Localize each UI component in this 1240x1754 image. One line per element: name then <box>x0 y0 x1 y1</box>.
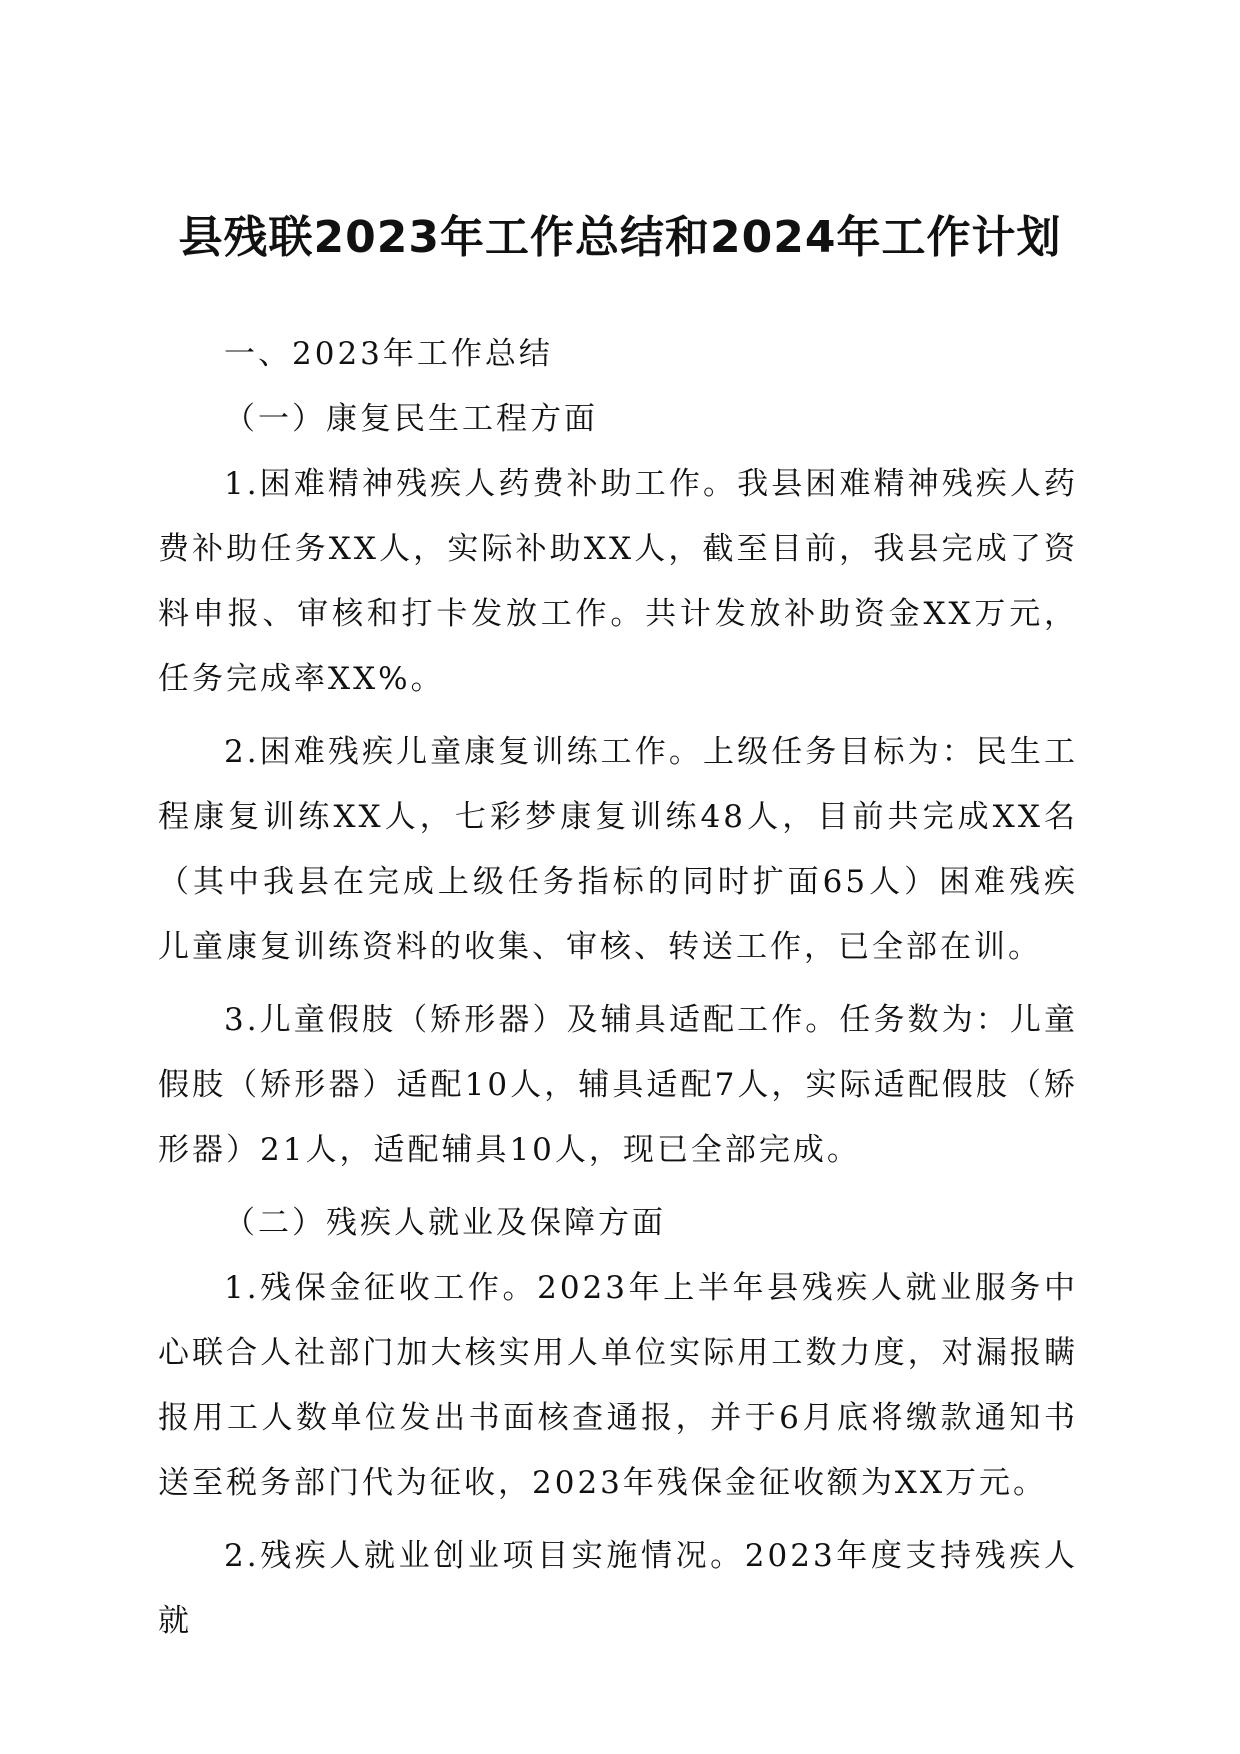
section-heading: 一、2023年工作总结 <box>224 336 553 372</box>
paragraph: 1.残保金征收工作。2023年上半年县残疾人就业服务中心联合人社部门加大核实用人单位实际用工数力度，对漏报瞒报用工人数单位发出书面核查通报，并于6月底将缴款通知书送至税务部门代为征收，2023年残保金征收额为XX万元。 <box>158 1270 1078 1501</box>
paragraph: 2.残疾人就业创业项目实施情况。2023年度支持残疾人就 <box>158 1538 1078 1639</box>
subsection-heading: （一）康复民生工程方面 <box>224 401 598 437</box>
paragraph: 3.儿童假肢（矫形器）及辅具适配工作。任务数为：儿童假肢（矫形器）适配10人，辅具适配7人，实际适配假肢（矫形器）21人，适配辅具10人，现已全部完成。 <box>158 1002 1078 1168</box>
document-body <box>158 322 1078 1662</box>
paragraph: 2.困难残疾儿童康复训练工作。上级任务目标为：民生工程康复训练XX人，七彩梦康复训练48人，目前共完成XX名（其中我县在完成上级任务指标的同时扩面65人）困难残疾儿童康复训练资料的收集、审核、转送工作，已全部在训。 <box>158 734 1078 965</box>
subsection-heading: （二）残疾人就业及保障方面 <box>224 1205 666 1241</box>
paragraph: 1.困难精神残疾人药费补助工作。我县困难精神残疾人药费补助任务XX人，实际补助XX人，截至目前，我县完成了资料申报、审核和打卡发放工作。共计发放补助资金XX万元，任务完成率XX%。 <box>158 466 1078 697</box>
document-title: 县残联2023年工作总结和2024年工作计划 <box>178 212 1062 263</box>
